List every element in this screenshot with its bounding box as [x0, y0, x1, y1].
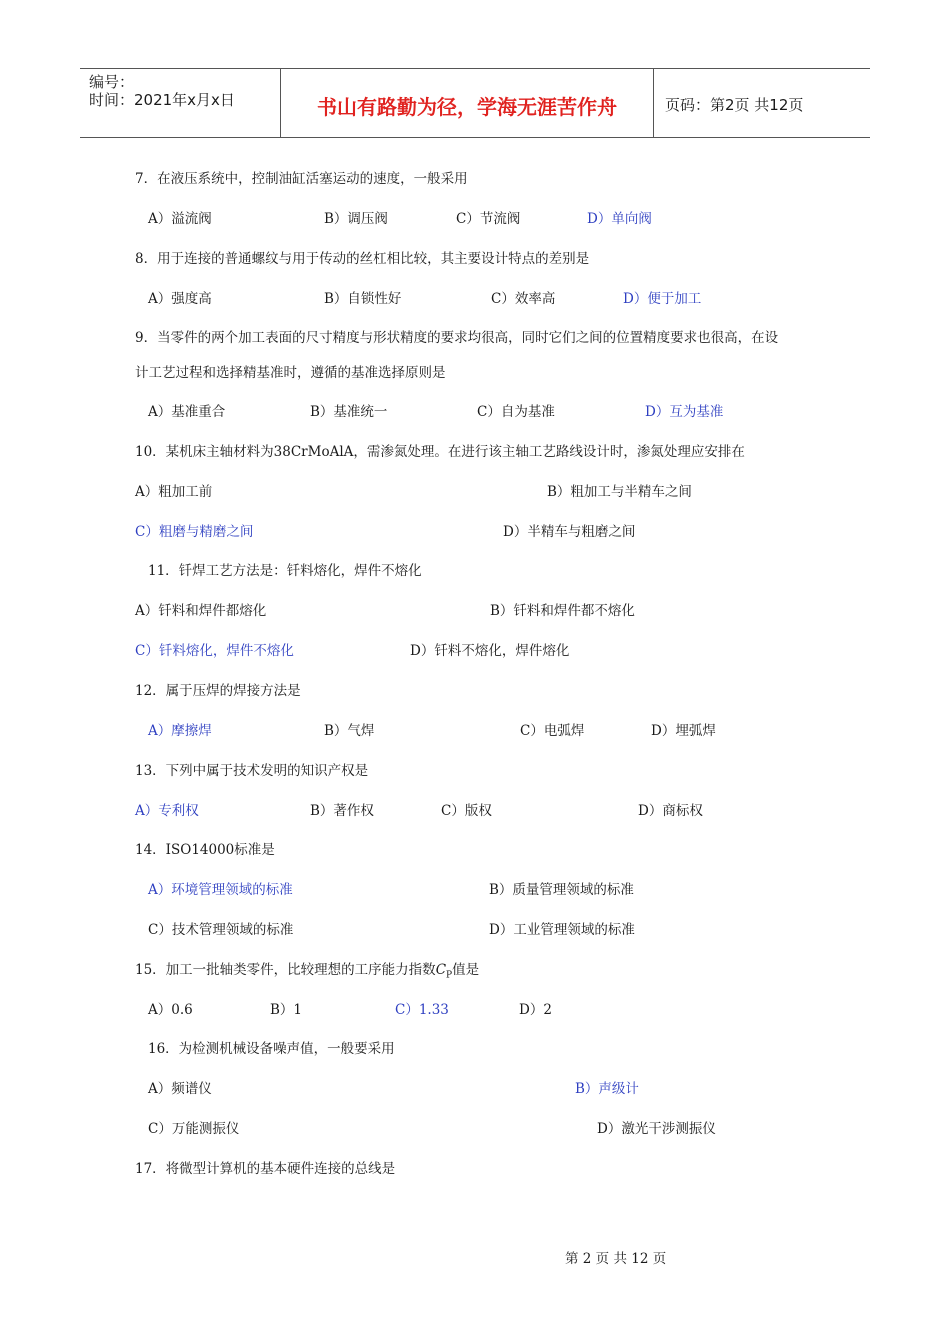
q9-option-b: B）基准统一 [310, 404, 388, 420]
q12-option-d: D）埋弧焊 [651, 723, 716, 739]
q11-option-a: A）钎料和焊件都熔化 [135, 603, 267, 619]
q13-option-c: C）版权 [441, 803, 492, 819]
q13-option-a: A）专利权 [135, 803, 199, 819]
q11-stem: 11．钎焊工艺方法是：钎料熔化，焊件不熔化 [148, 563, 422, 579]
q7-option-d: D）单向阀 [587, 211, 652, 227]
q16-stem: 16．为检测机械设备噪声值，一般要采用 [148, 1041, 395, 1057]
q13-option-b: B）著作权 [310, 803, 374, 819]
q9-option-d: D）互为基准 [645, 404, 724, 420]
q9-stem-line1: 9．当零件的两个加工表面的尺寸精度与形状精度的要求均很高，同时它们之间的位置精度要求也很高，在设 [135, 330, 779, 346]
date-line: 时间：2021年x月x日 [89, 91, 235, 109]
q8-option-d: D）便于加工 [623, 291, 702, 307]
q12-option-b: B）气焊 [324, 723, 375, 739]
q13-stem: 13．下列中属于技术发明的知识产权是 [135, 763, 369, 779]
q13-option-d: D）商标权 [638, 803, 703, 819]
number-label: 编号： [89, 73, 135, 91]
q8-option-b: B）自锁性好 [324, 291, 402, 307]
q12-option-a: A）摩擦焊 [148, 723, 212, 739]
q14-option-b: B）质量管理领域的标准 [489, 882, 634, 898]
page-header [80, 68, 870, 138]
q9-option-a: A）基准重合 [148, 404, 226, 420]
q11-option-d: D）钎料不熔化，焊件熔化 [410, 643, 570, 659]
q10-stem: 10．某机床主轴材料为38CrMoAlA，需渗氮处理。在进行该主轴工艺路线设计时，渗氮处理应安排在 [135, 444, 745, 460]
q15-stem [135, 961, 479, 985]
q16-option-a: A）频谱仪 [148, 1081, 212, 1097]
q10-option-a: A）粗加工前 [135, 484, 213, 500]
q12-stem: 12．属于压焊的焊接方法是 [135, 683, 301, 699]
q14-option-a: A）环境管理领域的标准 [148, 882, 293, 898]
q7-option-a: A）溢流阀 [148, 211, 212, 227]
q16-option-d: D）激光干涉测振仪 [597, 1121, 716, 1137]
q15-option-d: D）2 [519, 1002, 552, 1018]
q9-stem-line2: 计工艺过程和选择精基准时，遵循的基准选择原则是 [135, 365, 446, 381]
q14-option-c: C）技术管理领域的标准 [148, 922, 294, 938]
q7-option-b: B）调压阀 [324, 211, 388, 227]
q15-option-b: B）1 [270, 1002, 303, 1018]
page-info: 页码：第2页 共12页 [665, 96, 804, 114]
q7-option-c: C）节流阀 [456, 211, 521, 227]
q17-stem: 17．将微型计算机的基本硬件连接的总线是 [135, 1161, 396, 1177]
q16-option-b: B）声级计 [575, 1081, 639, 1097]
header-page-cell [654, 69, 870, 137]
q16-option-c: C）万能测振仪 [148, 1121, 240, 1137]
q15-cp-symbol: C [435, 962, 447, 978]
q15-stem-text: 15．加工一批轴类零件，比较理想的工序能力指数 [135, 962, 436, 978]
footer-page-number: 第 2 页 共 12 页 [565, 1251, 667, 1267]
q8-option-a: A）强度高 [148, 291, 212, 307]
q8-option-c: C）效率高 [491, 291, 556, 307]
q14-option-d: D）工业管理领域的标准 [489, 922, 635, 938]
q8-stem: 8．用于连接的普通螺纹与用于传动的丝杠相比较，其主要设计特点的差别是 [135, 251, 590, 267]
q15-option-a: A）0.6 [148, 1002, 193, 1018]
q11-option-b: B）钎料和焊件都不熔化 [490, 603, 635, 619]
q14-stem: 14．ISO14000标准是 [135, 842, 275, 858]
motto: 书山有路勤为径，学海无涯苦作舟 [317, 95, 617, 119]
q10-option-c: C）粗磨与精磨之间 [135, 524, 254, 540]
q12-option-c: C）电弧焊 [520, 723, 585, 739]
q7-stem: 7．在液压系统中，控制油缸活塞运动的速度，一般采用 [135, 171, 468, 187]
q10-option-d: D）半精车与粗磨之间 [503, 524, 636, 540]
q15-stem-tail: 值是 [452, 962, 480, 978]
q15-option-c: C）1.33 [395, 1002, 449, 1018]
header-motto-cell [281, 69, 654, 137]
header-info-cell [80, 69, 281, 137]
q9-option-c: C）自为基准 [477, 404, 555, 420]
q10-option-b: B）粗加工与半精车之间 [547, 484, 692, 500]
q11-option-c: C）钎料熔化，焊件不熔化 [135, 643, 294, 659]
q15-cp-subscript: P [446, 970, 453, 981]
